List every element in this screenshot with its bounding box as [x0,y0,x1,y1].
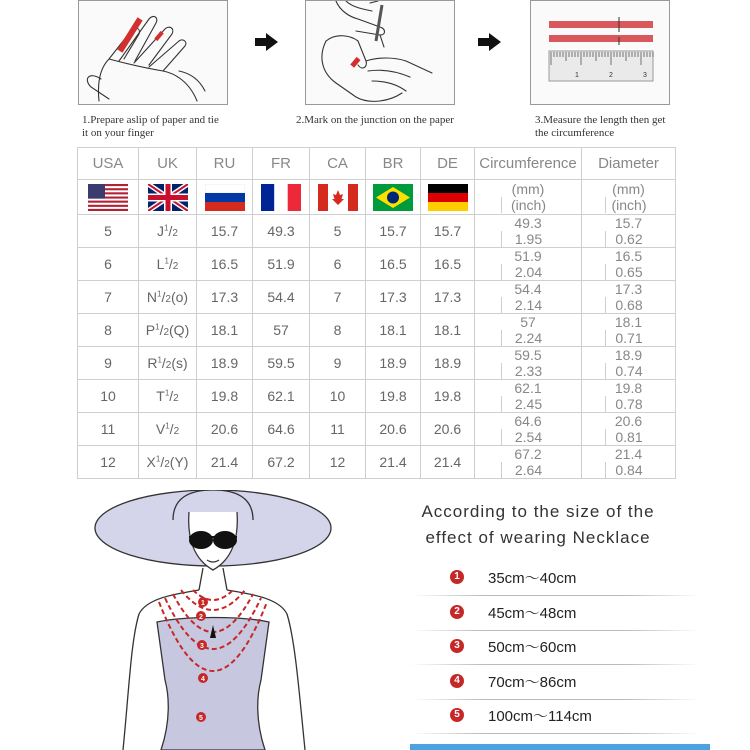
cell-circ-inch: 2.24 [501,330,555,346]
ruler-number: 3 [643,72,647,79]
germany-flag-icon [428,184,468,211]
number-badge: 4 [450,674,464,688]
unit-mm: (mm) [612,181,645,197]
cell-uk: $V^1/2$ [139,413,197,446]
cell-circ-inch: 2.64 [501,462,555,478]
table-row [78,380,676,413]
cell-dia [582,380,676,413]
uk-flag-icon [148,184,188,211]
uk-letter: X [146,454,156,470]
step-3-caption-line2: the circumference [535,127,615,139]
number-badge: 3 [450,639,464,653]
step-3-caption-line1: 3.Measure the length then get [535,114,666,126]
cell-br: 17.3 [366,281,421,314]
uk-suffix: (Q) [169,322,190,338]
cell-dia-inch: 0.62 [605,231,653,247]
cell-circ-mm: 64.6 [514,413,542,429]
step-3-caption [535,114,665,140]
step-2-illustration [305,0,455,105]
cell-de: 21.4 [421,446,475,479]
uk-suffix: (o) [170,289,189,305]
step-1-caption-line1: 1.Prepare aslip of paper and tie [82,114,219,126]
cell-fr: 59.5 [253,347,310,380]
necklace-option [410,597,700,631]
unit-mm: (mm) [511,181,545,197]
uk-letter: J [157,223,165,239]
cell-uk: $P^1/2(Q)$ [139,314,197,347]
cell-circ-inch: 1.95 [501,231,555,247]
cell-usa: 12 [78,446,139,479]
cell-uk: $R^1/2(s)$ [139,347,197,380]
cell-dia-inch: 0.65 [605,264,653,280]
necklace-marker-4: 4 [201,676,205,683]
cell-dia-mm: 18.1 [614,314,643,330]
table-row [78,281,676,314]
col-header-diameter: Diameter [582,148,676,180]
cell-ca: 12 [310,446,366,479]
cell-de: 17.3 [421,281,475,314]
cell-br: 20.6 [366,413,421,446]
cell-circ-inch: 2.33 [501,363,555,379]
cell-ru: 16.5 [197,248,253,281]
uk-letter: N [146,289,158,305]
cell-dia-mm: 19.8 [614,380,643,396]
cell-br: 15.7 [366,215,421,248]
col-header-de: DE [421,148,475,180]
france-flag-icon [261,184,301,211]
canada-flag-icon [318,184,358,211]
cell-br: 21.4 [366,446,421,479]
cell-ru: 18.1 [197,314,253,347]
cell-circ [475,380,582,413]
table-row [78,314,676,347]
cell-ca: 8 [310,314,366,347]
cell-circ [475,248,582,281]
cell-circ [475,215,582,248]
cell-ru: 19.8 [197,380,253,413]
cell-uk: $T^1/2$ [139,380,197,413]
necklace-option [410,700,700,734]
table-row [78,413,676,446]
cell-dia-inch: 0.81 [605,429,653,445]
cell-uk: $J^1/2$ [139,215,197,248]
cell-usa: 5 [78,215,139,248]
brazil-flag-icon [373,184,413,211]
table-header-row [78,148,676,180]
cell-usa: 9 [78,347,139,380]
cell-circ-mm: 57 [520,314,536,330]
cell-dia [582,347,676,380]
cell-circ-inch: 2.04 [501,264,555,280]
cell-uk: $L^1/2$ [139,248,197,281]
cell-dia [582,314,676,347]
cell-fr: 54.4 [253,281,310,314]
number-badge: 1 [450,570,464,584]
cell-de: 15.7 [421,215,475,248]
col-header-ru: RU [197,148,253,180]
cell-dia-mm: 18.9 [614,347,643,363]
col-header-fr: FR [253,148,310,180]
cell-circ [475,446,582,479]
uk-suffix: (s) [171,355,188,371]
cell-ru: 17.3 [197,281,253,314]
col-header-br: BR [366,148,421,180]
cell-fr: 67.2 [253,446,310,479]
step-1-illustration [78,0,228,105]
cell-fr: 64.6 [253,413,310,446]
russia-flag-icon [205,184,245,211]
table-flag-row [78,180,676,215]
cell-dia-inch: 0.71 [605,330,653,346]
cell-ca: 9 [310,347,366,380]
cell-br: 18.9 [366,347,421,380]
cell-br: 16.5 [366,248,421,281]
ruler-number: 2 [609,72,613,79]
necklace-marker-1: 1 [201,600,205,607]
necklace-title-line2: effect of wearing Necklace [425,528,651,547]
usa-flag-icon [88,184,128,211]
cell-fr: 57 [253,314,310,347]
cell-usa: 10 [78,380,139,413]
unit-inch: (inch) [501,197,555,213]
cell-ca: 7 [310,281,366,314]
cell-dia-inch: 0.74 [605,363,653,379]
cell-circ-inch: 2.54 [501,429,555,445]
cell-dia-inch: 0.78 [605,396,653,412]
cell-ru: 18.9 [197,347,253,380]
necklace-marker-3: 3 [200,643,204,650]
length-range: 50cm～60cm [488,639,577,656]
table-row [78,215,676,248]
cell-circ-inch: 2.14 [501,297,555,313]
cell-ru: 21.4 [197,446,253,479]
cell-fr: 49.3 [253,215,310,248]
cell-de: 16.5 [421,248,475,281]
cell-circ-mm: 51.9 [514,248,542,264]
cell-ca: 6 [310,248,366,281]
cell-circ [475,281,582,314]
necklace-marker-5: 5 [199,715,203,722]
divider [410,733,700,734]
uk-letter: R [147,355,158,371]
cell-dia [582,248,676,281]
cell-dia [582,446,676,479]
necklace-marker-2: 2 [199,614,203,621]
cell-circ-inch: 2.45 [501,396,555,412]
number-badge: 5 [450,708,464,722]
uk-letter: T [156,388,165,404]
col-header-uk: UK [139,148,197,180]
length-range: 35cm～40cm [488,570,577,587]
cell-dia-mm: 15.7 [614,215,643,231]
necklace-title-line1: According to the size of the [421,502,655,521]
uk-letter: V [155,421,166,437]
cell-circ [475,314,582,347]
table-row [78,446,676,479]
uk-letter: P [145,322,156,338]
cell-dia-mm: 17.3 [614,281,643,297]
ring-size-table [77,147,676,479]
cell-dia [582,215,676,248]
step-2-caption [296,114,454,127]
uk-letter: L [156,256,165,272]
cell-circ-mm: 67.2 [514,446,542,462]
length-range: 45cm～48cm [488,604,577,622]
col-header-ca: CA [310,148,366,180]
cell-dia [582,281,676,314]
cell-ru: 15.7 [197,215,253,248]
cell-uk: $N^1/2(o)$ [139,281,197,314]
number-badge: 2 [450,605,464,619]
table-row [78,347,676,380]
step-3-illustration [530,0,670,105]
necklace-option [410,666,700,700]
cell-fr: 51.9 [253,248,310,281]
cell-usa: 11 [78,413,139,446]
cell-de: 18.1 [421,314,475,347]
cell-fr: 62.1 [253,380,310,413]
cell-dia-inch: 0.84 [605,462,653,478]
cell-usa: 7 [78,281,139,314]
col-header-usa: USA [78,148,139,180]
cell-de: 18.9 [421,347,475,380]
cell-circ-mm: 54.4 [514,281,542,297]
cell-de: 20.6 [421,413,475,446]
step-1-caption [82,114,219,140]
table-row [78,248,676,281]
cell-usa: 8 [78,314,139,347]
step-2-caption-line1: 2.Mark on the junction on the paper [296,114,454,126]
cell-uk: $X^1/2(Y)$ [139,446,197,479]
cell-dia-inch: 0.68 [605,297,653,313]
cell-ca: 5 [310,215,366,248]
necklace-option [410,562,700,596]
ruler-number: 1 [575,72,579,79]
step-1-caption-line2: it on your finger [82,127,154,139]
cell-br: 19.8 [366,380,421,413]
unit-inch: (inch) [605,197,653,213]
length-range: 100cm～114cm [488,708,592,725]
cell-circ-mm: 49.3 [514,215,542,231]
woman-necklace-illustration [85,490,345,750]
cell-ca: 11 [310,413,366,446]
necklace-option [410,631,700,665]
bottom-accent-bar [410,744,710,750]
cell-circ [475,413,582,446]
cell-usa: 6 [78,248,139,281]
cell-dia-mm: 21.4 [614,446,643,462]
cell-dia [582,413,676,446]
cell-de: 19.8 [421,380,475,413]
col-header-circumference: Circumference [475,148,582,180]
cell-circ-mm: 62.1 [514,380,542,396]
uk-suffix: (Y) [169,454,189,470]
cell-ca: 10 [310,380,366,413]
cell-circ-mm: 59.5 [514,347,542,363]
cell-circ [475,347,582,380]
cell-dia-mm: 20.6 [614,413,643,429]
cell-br: 18.1 [366,314,421,347]
cell-ru: 20.6 [197,413,253,446]
length-range: 70cm～86cm [488,673,577,691]
cell-dia-mm: 16.5 [614,248,643,264]
